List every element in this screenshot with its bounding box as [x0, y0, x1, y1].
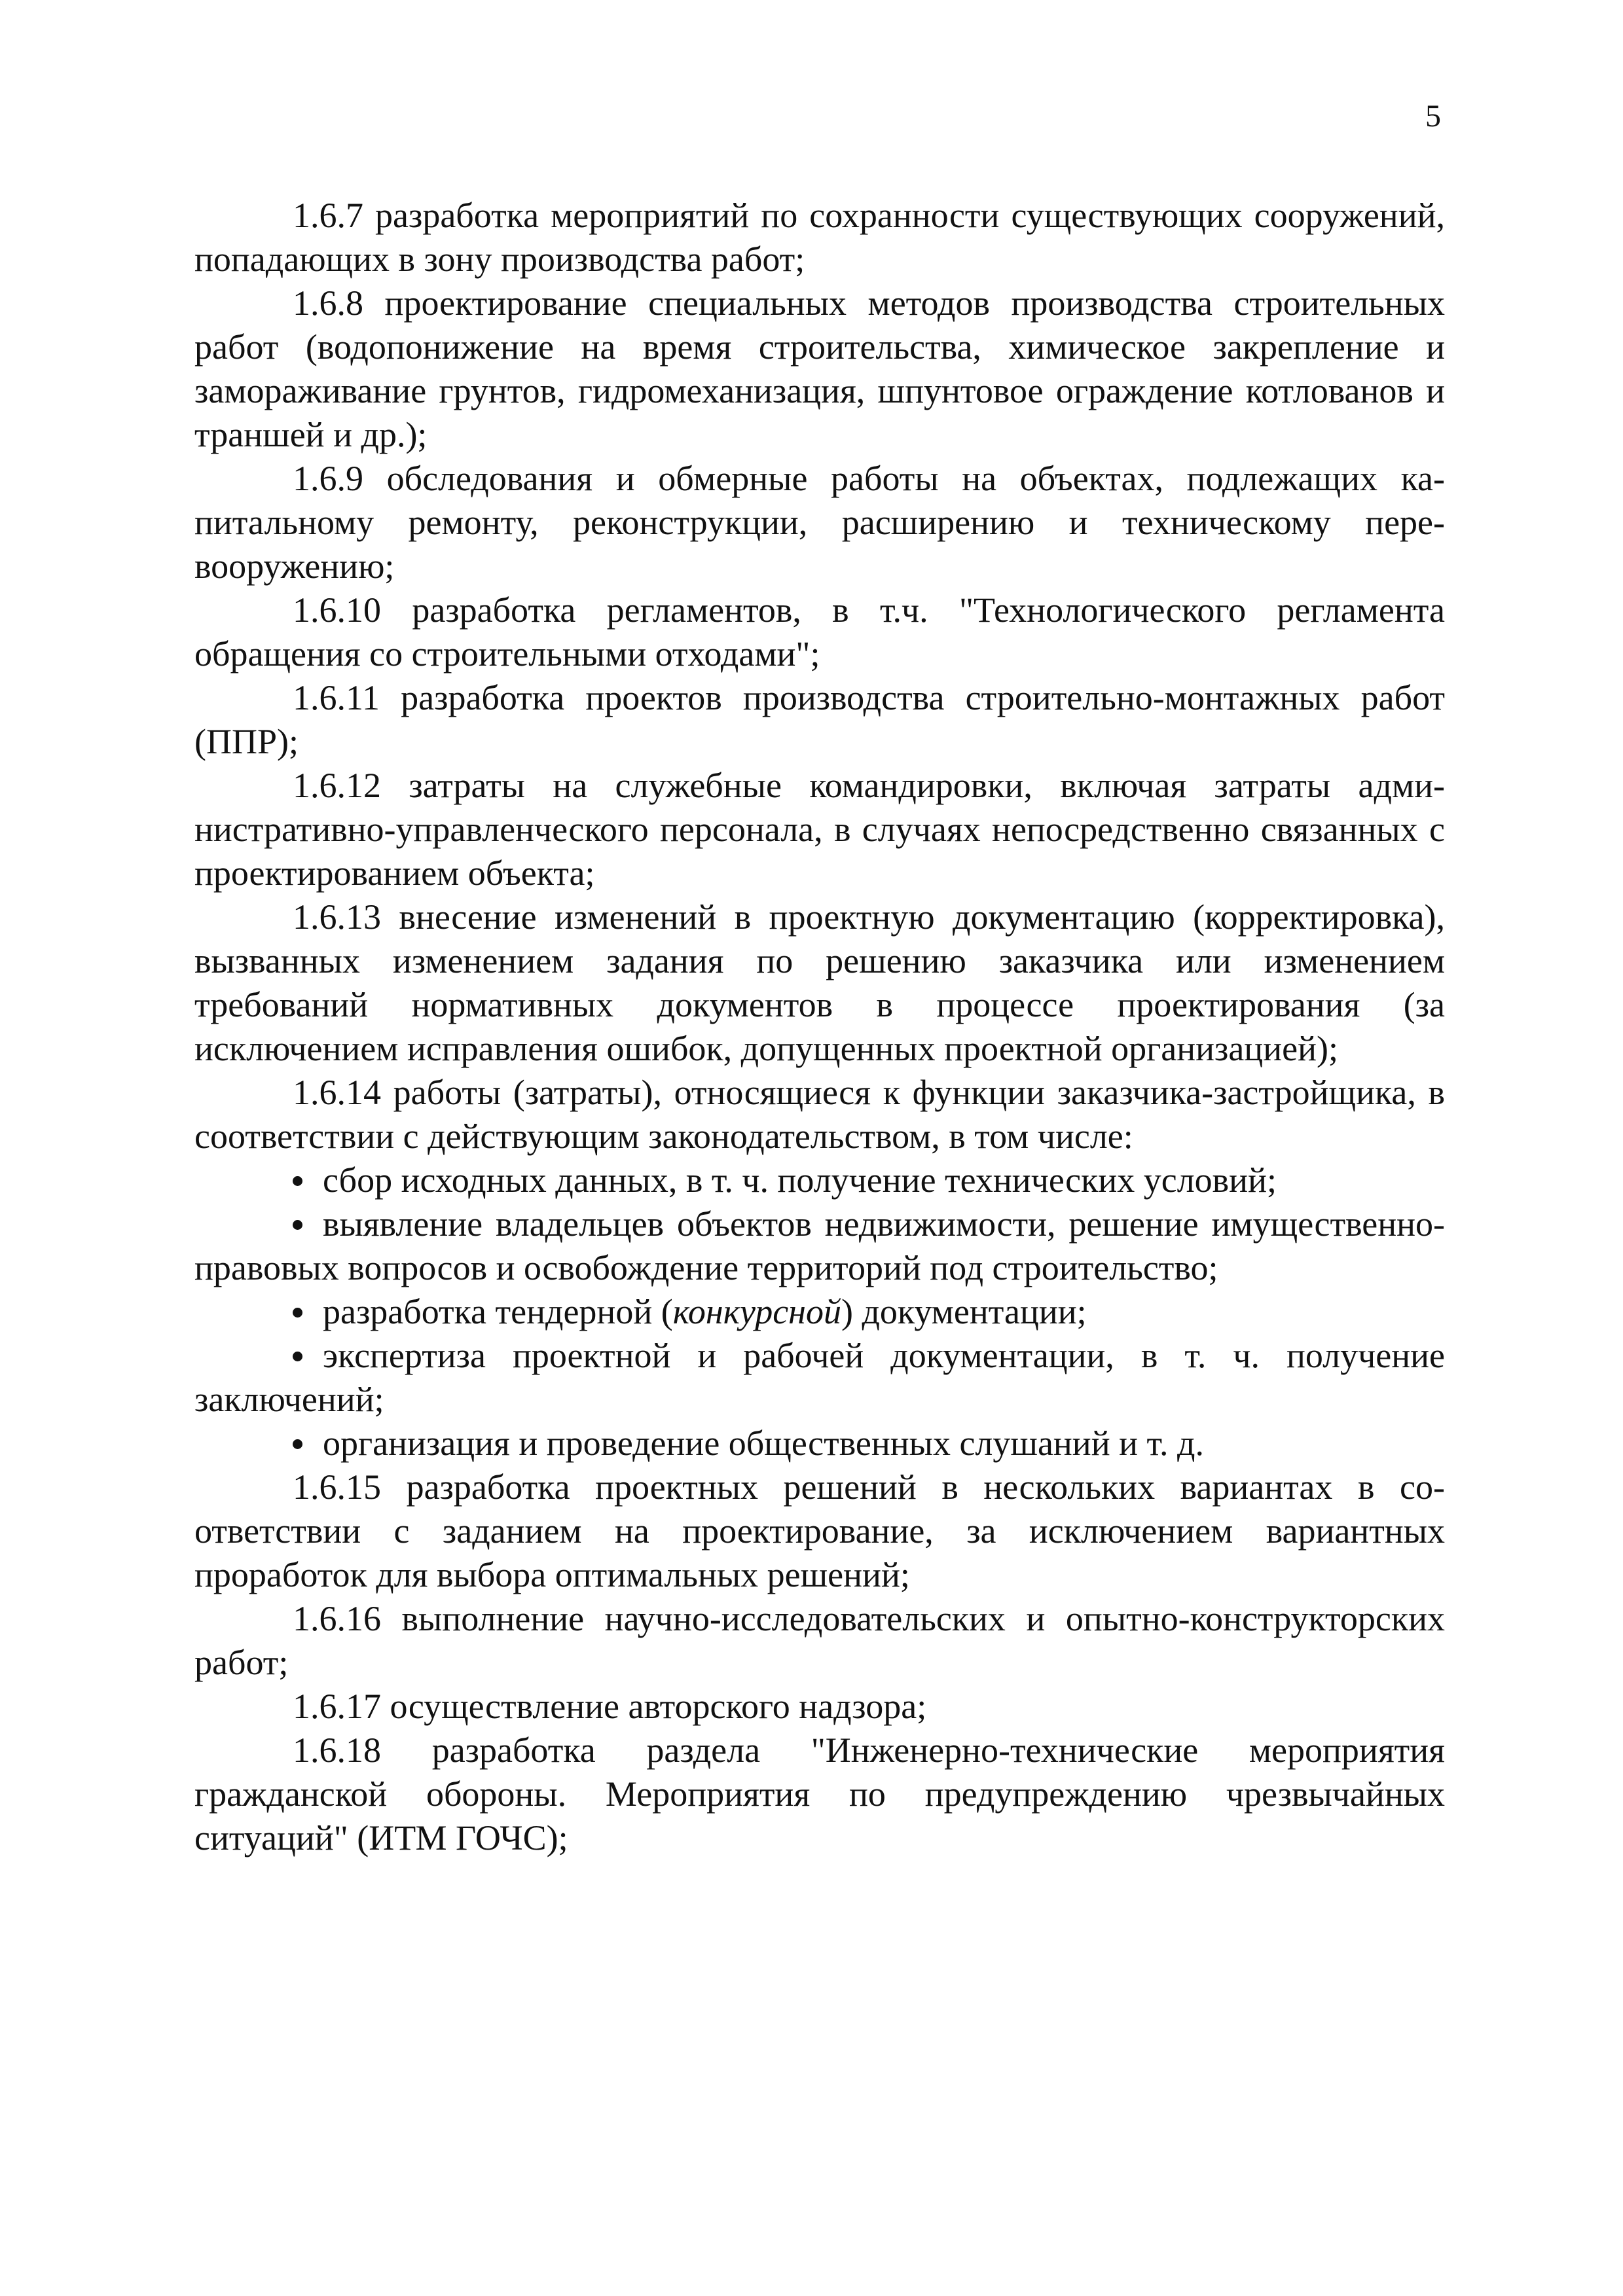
paragraph-1-6-7: 1.6.7 разработка мероприятий по сохранности существующих сооружений, попадающих в зону производства работ; — [194, 196, 1445, 279]
bullet-item — [194, 1290, 1445, 1334]
paragraph-1-6-14: 1.6.14 работы (затраты), относящиеся к функции заказчика-застройщика, в соответствии с действующим законодательством, в том числе: — [194, 1073, 1445, 1156]
bullet-icon — [293, 1158, 323, 1202]
paragraph-1-6-15: 1.6.15 разработка проектных решений в нескольких вариантах в соответствии с заданием на проектирование, за исключением вариантных проработок для выбора оптимальных решений; — [194, 1467, 1445, 1594]
bullet-text-start: разработка тендерной ( — [323, 1292, 673, 1331]
bullet-icon — [293, 1202, 323, 1246]
page-number: 5 — [1425, 99, 1441, 134]
paragraph-1-6-13: 1.6.13 внесение изменений в проектную документацию (корректировка), вызванных изменением задания по решению заказчика или изменением требований нормативных документов в процессе проектирования (за исключением исправления ошибок, допущенных проектной организацией); — [194, 897, 1445, 1068]
bullet-icon — [293, 1290, 323, 1334]
bullet-item — [194, 1334, 1445, 1422]
bullet-icon — [293, 1334, 323, 1378]
paragraph-1-6-10: 1.6.10 разработка регламентов, в т.ч. "Технологического регламента обращения со строительными отходами"; — [194, 590, 1445, 673]
bullet-text-end: ) документации; — [841, 1292, 1087, 1331]
bullet-text-italic: конкурсной — [672, 1292, 841, 1331]
bullet-item — [194, 1158, 1445, 1202]
paragraph-1-6-12: 1.6.12 затраты на служебные командировки, включая затраты административно-управленческого персонала, в случаях непосредственно связанных с проектированием объекта; — [194, 766, 1445, 893]
bullet-item — [194, 1422, 1445, 1465]
paragraph-1-6-17: 1.6.17 осуществление авторского надзора; — [293, 1687, 927, 1726]
bullet-text: организация и проведение общественных слушаний и т. д. — [323, 1424, 1205, 1463]
paragraph-1-6-16: 1.6.16 выполнение научно-исследовательских и опытно-конструкторских работ; — [194, 1599, 1445, 1682]
bullet-text: выявление владельцев объектов недвижимости, решение имущественно-правовых вопросов и освобождение территорий под строительство; — [194, 1204, 1445, 1287]
bullet-text: сбор исходных данных, в т. ч. получение технических условий; — [323, 1160, 1277, 1200]
paragraph-1-6-8: 1.6.8 проектирование специальных методов производства строительных работ (водопонижение на время строительства, химическое закрепление и замораживание грунтов, гидромеханизация, шпунтовое ограждение котлованов и траншей и др.); — [194, 283, 1445, 454]
paragraph-1-6-18: 1.6.18 разработка раздела "Инженерно-технические мероприятия гражданской обороны. Мероприятия по предупреждению чрезвычайных ситуаций" (ИТМ ГОЧС); — [194, 1731, 1445, 1857]
bullet-text: экспертиза проектной и рабочей документации, в т. ч. получение заключений; — [194, 1336, 1445, 1419]
bullet-item — [194, 1202, 1445, 1290]
document-body — [194, 194, 1445, 1860]
bullet-icon — [293, 1422, 323, 1465]
paragraph-1-6-11: 1.6.11 разработка проектов производства строительно-монтажных работ (ППР); — [194, 678, 1445, 761]
paragraph-1-6-9: 1.6.9 обследования и обмерные работы на объектах, подлежащих капитальному ремонту, реконструкции, расширению и техническому перевооружению; — [194, 459, 1445, 586]
